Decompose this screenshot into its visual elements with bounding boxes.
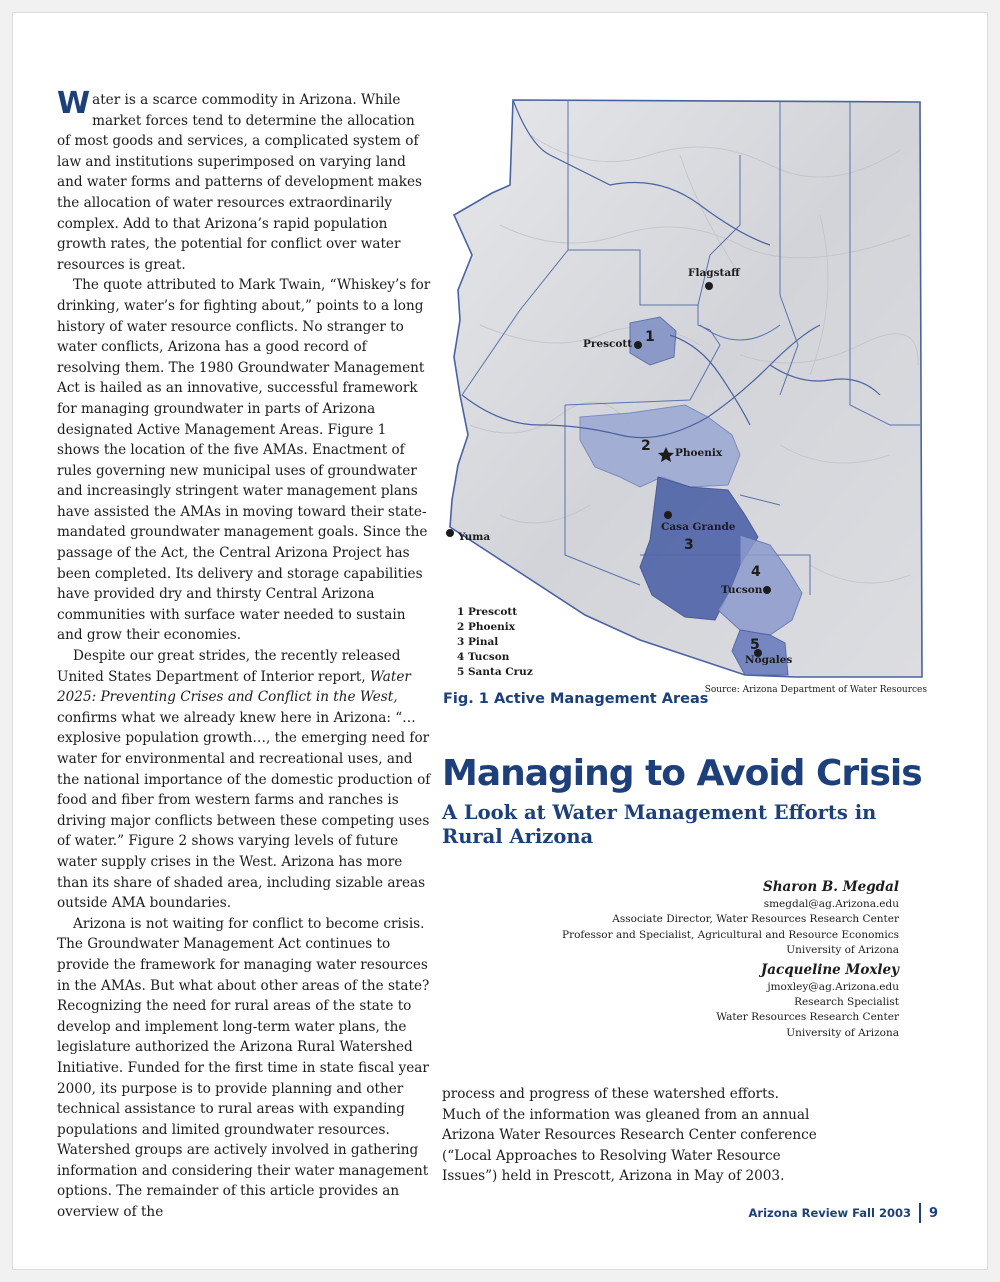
- author-block: [479, 878, 899, 1043]
- article-body-right: [442, 1084, 822, 1187]
- ama-number-4: 4: [751, 564, 761, 580]
- legend-item: 1 Prescott: [457, 606, 518, 618]
- legend-item: 3 Pinal: [457, 636, 499, 648]
- author-title: Associate Director, Water Resources Research Center: [612, 913, 899, 926]
- legend-item: 5 Santa Cruz: [457, 666, 533, 678]
- paragraph-1: [57, 86, 431, 275]
- drop-cap: W: [57, 86, 91, 121]
- city-label-phoenix: Phoenix: [675, 447, 723, 459]
- footer-divider: [919, 1203, 921, 1223]
- casa-grande-dot: [664, 511, 672, 519]
- city-label-nogales: Nogales: [745, 654, 793, 666]
- page-number: 9: [928, 1205, 938, 1221]
- city-label-casa-grande: Casa Grande: [661, 521, 736, 533]
- tucson-dot: [763, 586, 771, 594]
- ama-number-2: 2: [641, 438, 651, 454]
- city-label-prescott: Prescott: [583, 338, 633, 350]
- paragraph-4: Arizona is not waiting for conflict to become crisis. The Groundwater Management Act continues to provide the framework for managing water resources in the AMAs. But what about other areas of the state? Recognizing the need for rural areas of the state to develop and implement long-term water plans, the legislature authorized the Arizona Rural Watershed Initiative. Funded for the first time in state fiscal year 2000, its purpose is to provide planning and other technical assistance to rural areas with expanding populations and limited groundwater resources. Watershed groups are actively involved in gathering information and considering their water management options. The remainder of this article provides an overview of the: [57, 915, 430, 1221]
- author-affiliation: University of Arizona: [786, 944, 899, 957]
- legend-item: 4 Tucson: [457, 651, 510, 663]
- author-1: [479, 878, 899, 959]
- ama-number-1: 1: [645, 329, 655, 345]
- article-body-left: [57, 86, 431, 1223]
- author-name: Sharon B. Megdal: [762, 879, 899, 895]
- city-label-flagstaff: Flagstaff: [688, 267, 740, 279]
- page-footer: [749, 1203, 938, 1223]
- author-department: Water Resources Research Center: [716, 1011, 899, 1024]
- arizona-map: [440, 95, 930, 685]
- map-legend: [457, 605, 533, 680]
- ama-number-3: 3: [684, 537, 694, 553]
- map-source: Source: Arizona Department of Water Resources: [704, 685, 927, 695]
- continuation-paragraph: process and progress of these watershed efforts. Much of the information was gleaned from an annual Arizona Water Resources Research Center conference (“Local Approaches to Resolving Water Resource Issues”) held in Prescott, Arizona in May of 2003.: [442, 1086, 817, 1185]
- author-name: Jacqueline Moxley: [760, 961, 899, 978]
- paragraph-2: The quote attributed to Mark Twain, “Whiskey’s for drinking, water’s for fighting about,” points to a long history of water resource conflicts. No stranger to water conflicts, Arizona has a good record of resolving them. The 1980 Groundwater Management Act is hailed as an innovative, successful framework for managing groundwater in parts of Arizona designated Active Management Areas. Figure 1 shows the location of the five AMAs. Enactment of rules governing new municipal uses of groundwater and increasingly stringent water management plans have assisted the AMAs in moving toward their state-mandated groundwater management goals. Since the passage of the Act, the Central Arizona Project has been completed. Its delivery and storage capabilities have provided dry and thirsty Central Arizona communities with surface water needed to sustain and grow their economies.: [57, 277, 431, 644]
- legend-item: 2 Phoenix: [457, 621, 516, 633]
- ama-number-5: 5: [750, 637, 760, 653]
- city-label-tucson: Tucson: [721, 584, 763, 596]
- paragraph-3-start: Despite our great strides, the recently released United States Department of Interior report,: [57, 648, 401, 685]
- author-email: smegdal@ag.Arizona.edu: [763, 898, 899, 910]
- city-label-yuma: Yuma: [458, 531, 491, 543]
- paragraph-3-end: confirms what we already knew here in Arizona: “…explosive population growth…, the emerging need for water for environmental and recreational uses, and the national importance of the domestic production of food and fiber from western farms and ranches is driving major conflicts between these competing uses of water.” Figure 2 shows varying levels of future water supply crises in the West. Arizona has more than its share of shaded area, including sizable areas outside AMA boundaries.: [57, 709, 431, 912]
- article-title: Managing to Avoid Crisis: [442, 753, 922, 794]
- prescott-dot: [634, 341, 642, 349]
- publication-name: Arizona Review Fall 2003: [748, 1206, 911, 1220]
- paragraph-1-text: ater is a scarce commodity in Arizona. While market forces tend to determine the allocation of most goods and services, a complicated system of law and institutions superimposed on varying land and water forms and patterns of development makes the allocation of water resources extraordinarily complex. Add to that Arizona’s rapid population growth rates, the potential for conflict over water resources is great.: [57, 92, 423, 273]
- report-title: Water 2025: Preventing Crises and Conflict in the West,: [57, 668, 411, 706]
- figure-caption: Fig. 1 Active Management Areas: [443, 691, 709, 707]
- author-affiliation: University of Arizona: [786, 1026, 899, 1039]
- ama-map-figure: [440, 95, 930, 695]
- author-title: Research Specialist: [794, 996, 899, 1009]
- paragraph-3: [57, 646, 431, 914]
- author-2: [479, 961, 899, 1042]
- author-email: jmoxley@ag.Arizona.edu: [767, 980, 899, 993]
- flagstaff-dot: [705, 282, 713, 290]
- article-subtitle: A Look at Water Management Efforts in Rural Arizona: [442, 801, 877, 848]
- yuma-dot: [446, 529, 454, 537]
- author-title: Professor and Specialist, Agricultural and Resource Economics: [562, 928, 899, 941]
